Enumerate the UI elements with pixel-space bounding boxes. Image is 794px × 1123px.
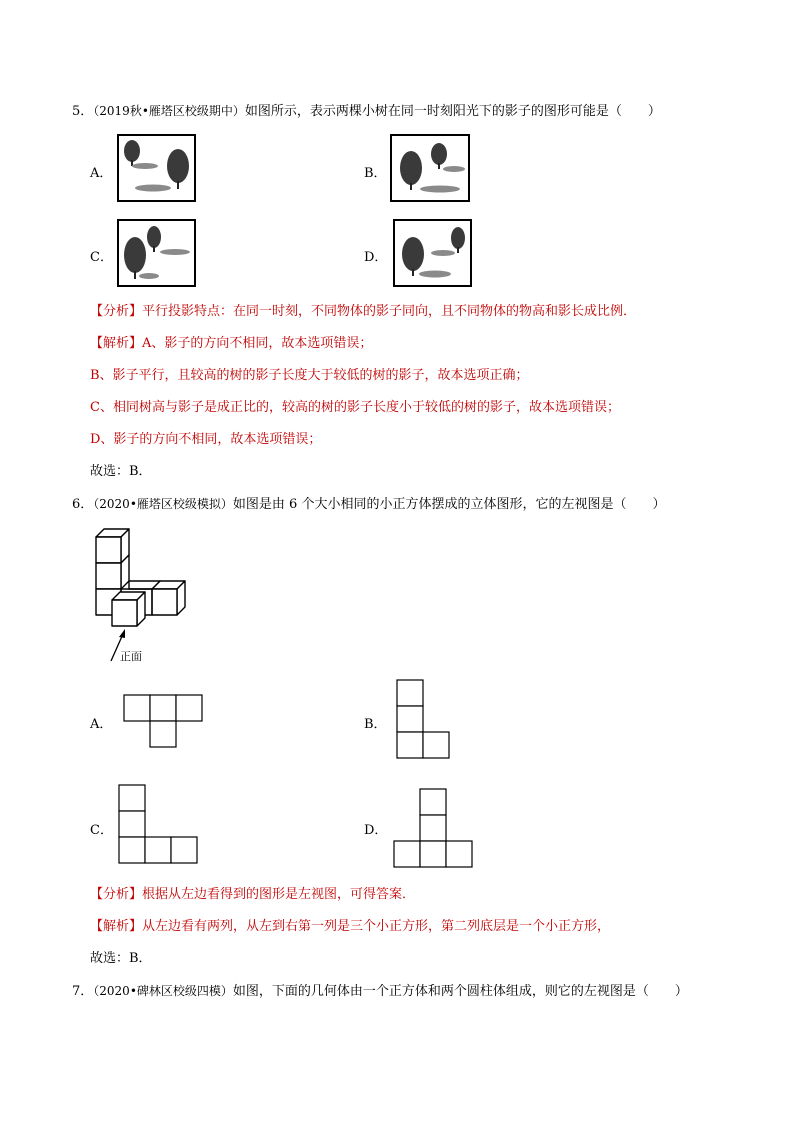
q5-solution-text-1: A、影子的方向不相同，故本选项错误； [142,336,373,351]
q6-analysis-text: 根据从左边看得到的图形是左视图，可得答案． [142,887,416,902]
q6-stem-line [72,496,665,513]
q6-option-d-label: D． [364,823,388,838]
q6-cube-figure [94,528,194,632]
q5-option-d-label: D． [364,250,388,265]
q6-solution-text: 从左边看有两列，从左到右第一列是三个小正方形，第二列底层是一个小正方形， [142,919,611,934]
q6-option-b-label: B． [364,717,387,732]
q5-stem-line [72,103,661,120]
q7-stem: 如图，下面的几何体由一个正方体和两个圆柱体组成，则它的左视图是（ ） [232,984,688,999]
q5-solution-line-2: B、影子平行，且较高的树的影子长度大于较低的树的影子，故本选项正确； [90,368,529,383]
q6-option-c-figure [118,784,200,866]
q6-option-d-figure [393,788,475,870]
q6-source: （2020•雁塔区校级模拟） [93,497,233,511]
q5-solution-line-3: C、相同树高与影子是成正比的，较高的树的影子长度小于较低的树的影子，故本选项错误； [90,400,620,415]
q6-analysis-tag: 【分析】 [90,887,143,902]
q6-option-b-figure [396,679,452,761]
q6-option-a-label: A． [90,717,113,732]
q5-option-b-figure [390,134,470,202]
q5-number: 5． [72,104,94,119]
q5-option-b-label: B． [364,166,387,181]
q6-stem: 如图是由 6 个大小相同的小正方体摆成的立体图形，它的左视图是（ ） [232,497,666,512]
q5-analysis-text: 平行投影特点：在同一时刻，不同物体的影子同向，且不同物体的物高和影长成比例． [142,304,637,319]
q5-solution-line-4: D、影子的方向不相同，故本选项错误； [90,432,322,447]
q7-number: 7． [72,984,94,999]
q6-number: 6． [72,497,94,512]
q6-solution-tag: 【解析】 [90,919,143,934]
q5-option-c-label: C． [90,250,113,265]
q6-front-label: 正面 [120,650,142,663]
q7-stem-line [72,983,688,1000]
q5-stem: 如图所示，表示两棵小树在同一时刻阳光下的影子的图形可能是（ ） [244,104,661,119]
q5-source: （2019秋•雁塔区校级期中） [93,104,245,118]
q6-analysis [90,887,415,903]
q5-option-a-figure [117,134,196,202]
q5-analysis [90,304,636,320]
q5-analysis-tag: 【分析】 [90,304,143,319]
q5-option-a-label: A． [90,166,113,181]
q6-solution [90,919,610,935]
q5-answer: 故选：B． [90,464,152,479]
q5-option-c-figure [117,219,196,287]
q6-answer: 故选：B． [90,951,152,966]
q5-solution-line-1 [90,336,372,352]
q5-solution-tag: 【解析】 [90,336,143,351]
q5-option-d-figure [393,219,472,287]
q7-source: （2020•碑林区校级四模） [93,984,233,998]
q6-option-c-label: C． [90,823,113,838]
q6-option-a-figure [123,694,205,748]
